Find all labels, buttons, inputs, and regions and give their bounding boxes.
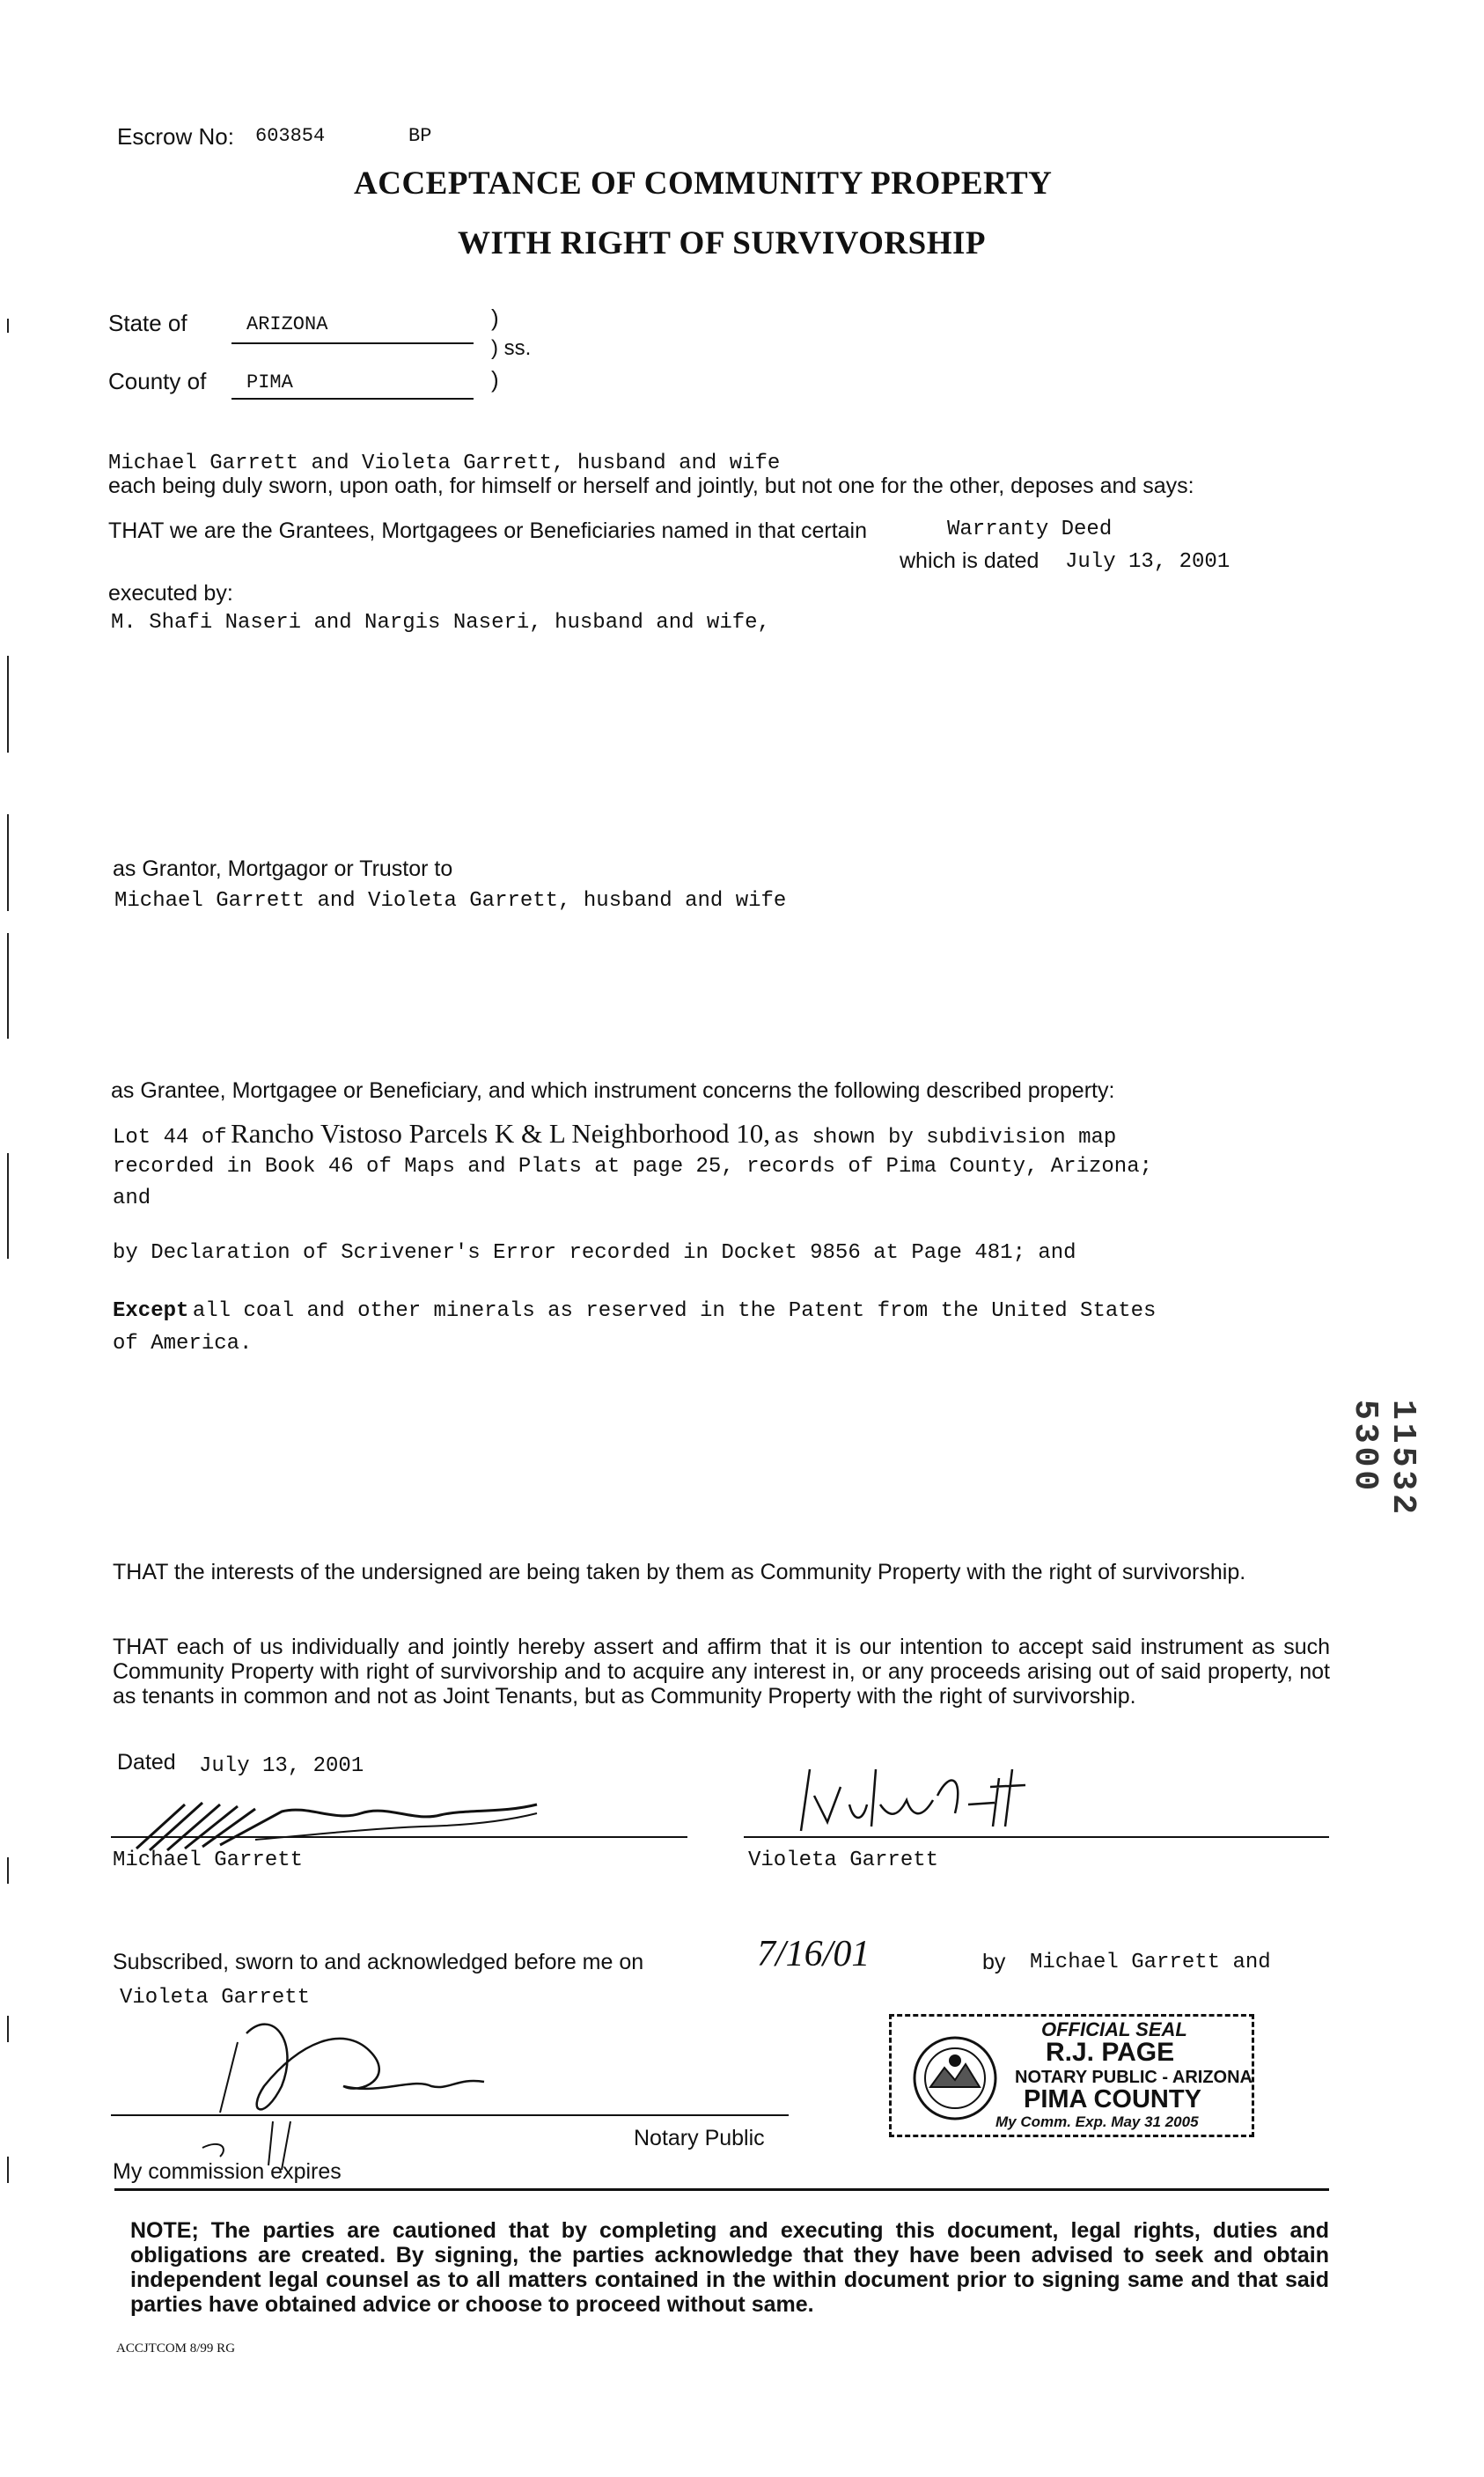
scan-mark: [7, 1857, 9, 1884]
scan-mark: [7, 1153, 9, 1259]
affirm-clause: THAT each of us individually and jointly hereby assert and affirm that it is our intention to accept said instrument as such Community Property with right of survivorship and to acquire any interest in, or any proceeds arising out of said property, not as tenants in common and not as Joint Tenants, but as Community Property with the right of survivorship.: [113, 1635, 1330, 1709]
document-title-line2: WITH RIGHT OF SURVIVORSHIP: [458, 225, 986, 261]
grantee-names: Michael Garrett and Violeta Garrett, husband and wife: [114, 889, 787, 913]
notary-signature-line: [111, 2114, 789, 2116]
county-underline: [231, 398, 474, 400]
escrow-number: 603854: [255, 125, 326, 147]
state-value: ARIZONA: [246, 313, 328, 335]
paren-open: ): [491, 305, 499, 331]
scan-mark: [7, 814, 9, 911]
county-value: PIMA: [246, 371, 293, 393]
violeta-garrett-signature: [775, 1752, 1056, 1840]
escrow-suffix: BP: [408, 125, 432, 147]
scan-mark: [7, 2016, 9, 2042]
notary-signature: [167, 1989, 537, 2174]
footer-divider: [114, 2188, 1329, 2191]
subscribed-text: Subscribed, sworn to and acknowledged before me on: [113, 1950, 644, 1974]
interests-clause: THAT the interests of the undersigned are being taken by them as Community Property with the right of survivorship.: [113, 1560, 1246, 1584]
scan-mark: [7, 319, 9, 333]
document-title-line1: ACCEPTANCE OF COMMUNITY PROPERTY: [354, 165, 1053, 202]
lot-suffix: as shown by subdivision map: [774, 1126, 1117, 1150]
lot-prefix: Lot 44 of: [113, 1126, 227, 1150]
subdivision-name: Rancho Vistoso Parcels K & L Neighborhood 10,: [231, 1118, 770, 1149]
affiants: Michael Garrett and Violeta Garrett, husband and wife: [108, 452, 781, 475]
recording-stamp: 11532 5300: [1346, 1400, 1422, 1518]
dated-label: which is dated: [900, 548, 1040, 573]
that-named: THAT we are the Grantees, Mortgagees or Beneficiaries named in that certain: [108, 518, 867, 543]
signature-dated-label: Dated: [117, 1750, 176, 1775]
scan-mark: [7, 2157, 9, 2183]
deed-date: July 13, 2001: [1065, 550, 1231, 574]
except-line: [113, 1299, 1156, 1323]
seal-line5: My Comm. Exp. May 31 2005: [995, 2113, 1199, 2130]
notary-public-label: Notary Public: [634, 2126, 765, 2150]
grantor-names: M. Shafi Naseri and Nargis Naseri, husband and wife,: [111, 611, 770, 635]
by-names: Michael Garrett and: [1030, 1951, 1271, 1974]
grantor-label: as Grantor, Mortgagor or Trustor to: [113, 856, 453, 881]
state-label: State of: [108, 310, 187, 336]
except-word: Except: [113, 1299, 189, 1323]
signature-line-1: [111, 1836, 687, 1838]
legal-line1: [113, 1118, 1116, 1150]
seal-line4: PIMA COUNTY: [1024, 2085, 1201, 2113]
seal-line2: R.J. PAGE: [1046, 2038, 1175, 2067]
escrow-label: Escrow No:: [117, 123, 234, 150]
signer2-name: Violeta Garrett: [748, 1849, 939, 1872]
sworn-text: each being duly sworn, upon oath, for himself or herself and jointly, but not one for the other, deposes and says:: [108, 474, 1194, 498]
instrument-type: Warranty Deed: [947, 518, 1113, 541]
except-rest: all coal and other minerals as reserved in the Patent from the United States: [192, 1299, 1157, 1323]
scan-mark: [7, 656, 9, 753]
form-code: ACCJTCOM 8/99 RG: [116, 2341, 236, 2356]
executed-label: executed by:: [108, 581, 233, 606]
legal-line2: recorded in Book 46 of Maps and Plats at page 25, records of Pima County, Arizona;: [113, 1155, 1152, 1179]
scan-mark: [7, 933, 9, 1039]
by-names-line2: Violeta Garrett: [120, 1986, 311, 2010]
commission-label: My commission expires: [113, 2159, 342, 2184]
except-line2: of America.: [113, 1332, 253, 1356]
state-seal-emblem: [911, 2034, 999, 2122]
state-underline: [231, 342, 474, 344]
declaration-line: by Declaration of Scrivener's Error recorded in Docket 9856 at Page 481; and: [113, 1241, 1076, 1265]
seal-line3: NOTARY PUBLIC - ARIZONA: [1015, 2068, 1253, 2087]
notary-seal: [889, 2014, 1254, 2137]
paren-close: ): [491, 366, 499, 393]
ss-marker: ) ss.: [491, 336, 532, 360]
grantee-label: as Grantee, Mortgagee or Beneficiary, and which instrument concerns the following described property:: [111, 1078, 1115, 1103]
seal-line1: OFFICIAL SEAL: [1041, 2018, 1187, 2040]
county-label: County of: [108, 368, 207, 394]
signature-line-2: [744, 1836, 1329, 1838]
caution-note: NOTE; The parties are cautioned that by completing and executing this document, legal rights, duties and obligations are created. By signing, the parties acknowledge that they have been advised to seek and obtain independent legal counsel as to all matters contained in the within document prior to signing same and that said parties have obtained advice or choose to proceed without same.: [130, 2218, 1329, 2317]
handwritten-date: 7/16/01: [757, 1934, 871, 1974]
signature-date: July 13, 2001: [199, 1754, 364, 1778]
legal-line3: and: [113, 1187, 151, 1210]
signer1-name: Michael Garrett: [113, 1849, 304, 1872]
michael-garrett-signature: [132, 1787, 546, 1857]
by-label: by: [982, 1950, 1006, 1974]
